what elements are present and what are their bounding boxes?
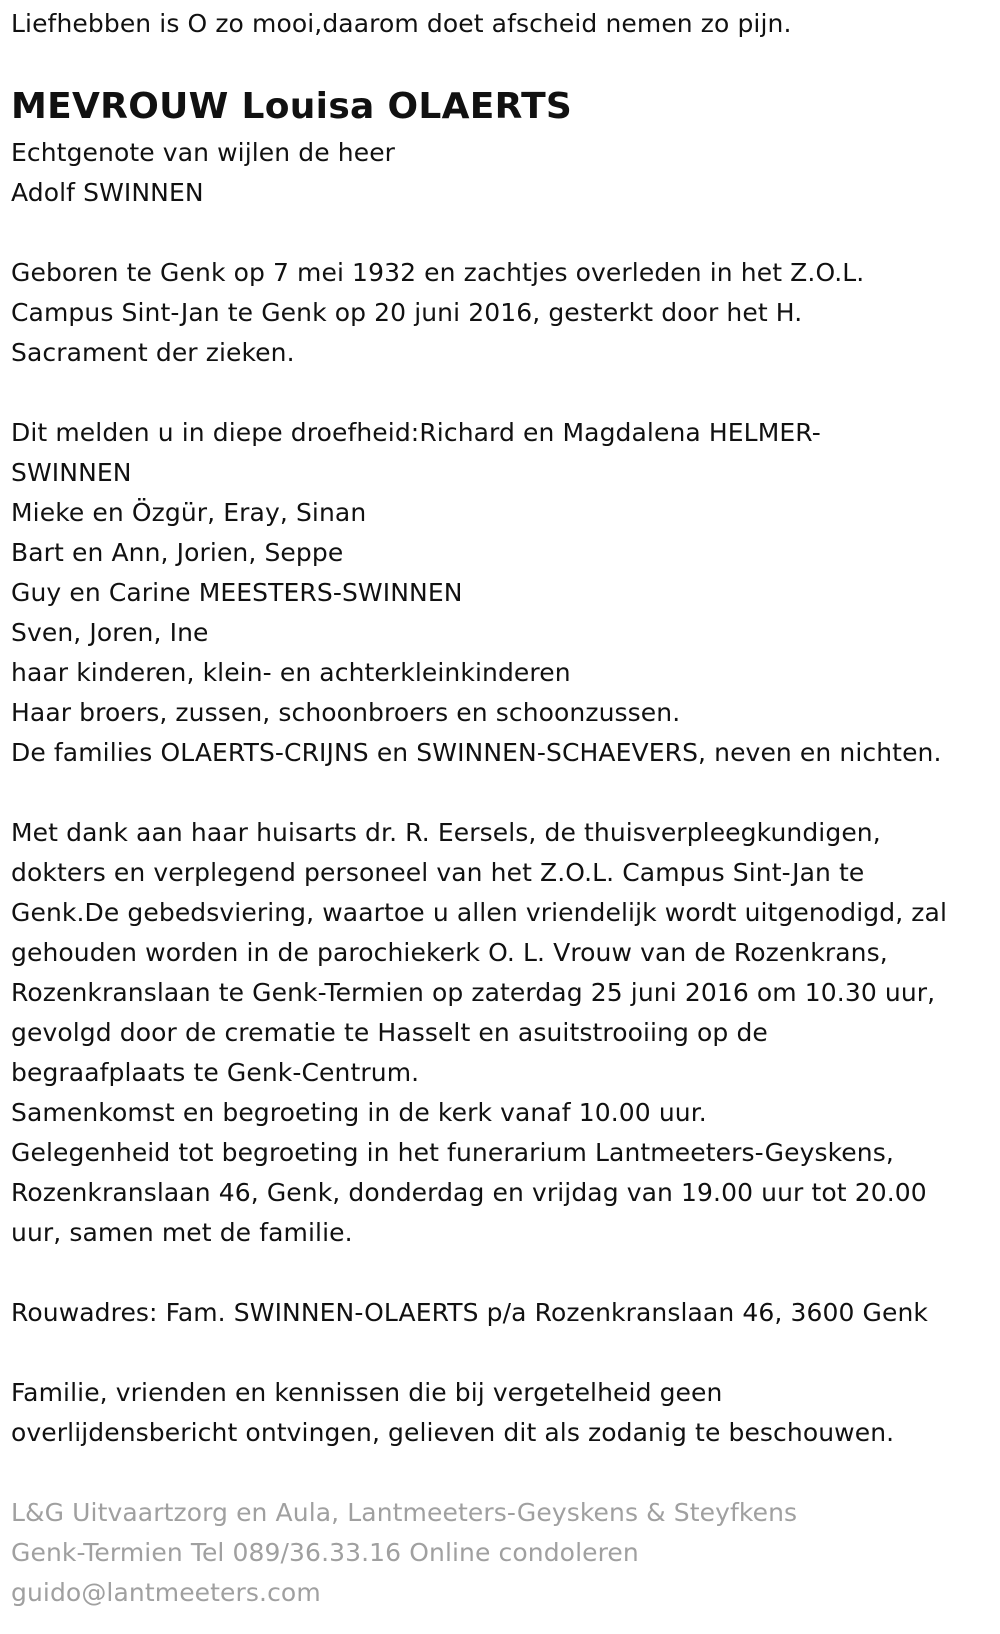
ceremony-line: gehouden worden in de parochiekerk O. L. Vrouw van de Rozenkrans, bbox=[11, 938, 888, 967]
ceremony-line: Gelegenheid tot begroeting in het funerarium Lantmeeters-Geyskens, bbox=[11, 1138, 894, 1167]
notice-section bbox=[11, 1373, 990, 1453]
ceremony-line: Met dank aan haar huisarts dr. R. Eersels, de thuisverpleegkundigen, bbox=[11, 818, 881, 847]
spacer bbox=[11, 1253, 990, 1293]
spacer bbox=[11, 1333, 990, 1373]
mourning-address: Rouwadres: Fam. SWINNEN-OLAERTS p/a Rozenkranslaan 46, 3600 Genk bbox=[11, 1298, 928, 1327]
family-line: Mieke en Özgür, Eray, Sinan bbox=[11, 498, 367, 527]
family-line: Guy en Carine MEESTERS-SWINNEN bbox=[11, 578, 463, 607]
spacer bbox=[11, 213, 990, 253]
spacer bbox=[11, 1453, 990, 1493]
family-line: Haar broers, zussen, schoonbroers en schoonzussen. bbox=[11, 698, 681, 727]
family-section bbox=[11, 413, 990, 773]
funeral-home-footer bbox=[11, 1493, 990, 1613]
footer-line: L&G Uitvaartzorg en Aula, Lantmeeters-Geyskens & Steyfkens bbox=[11, 1498, 798, 1527]
deceased-title: MEVROUW Louisa OLAERTS bbox=[11, 86, 573, 127]
family-line: Sven, Joren, Ine bbox=[11, 618, 209, 647]
ceremony-line: gevolgd door de crematie te Hasselt en asuitstrooiing op de bbox=[11, 1018, 768, 1047]
ceremony-line: uur, samen met de familie. bbox=[11, 1218, 353, 1247]
spouse-name: Adolf SWINNEN bbox=[11, 178, 204, 207]
notice-line: overlijdensbericht ontvingen, gelieven dit als zodanig te beschouwen. bbox=[11, 1418, 895, 1447]
birth-death-section bbox=[11, 253, 990, 373]
family-line: haar kinderen, klein- en achterkleinkinderen bbox=[11, 658, 571, 687]
ceremony-line: Rozenkranslaan te Genk-Termien op zaterdag 25 juni 2016 om 10.30 uur, bbox=[11, 978, 936, 1007]
spacer bbox=[11, 773, 990, 813]
birth-death-line: Sacrament der zieken. bbox=[11, 338, 295, 367]
family-line: SWINNEN bbox=[11, 458, 132, 487]
ceremony-line: Samenkomst en begroeting in de kerk vanaf 10.00 uur. bbox=[11, 1098, 707, 1127]
obituary-page bbox=[0, 4, 1000, 1634]
spouse-line: Echtgenote van wijlen de heer bbox=[11, 138, 396, 167]
family-line: De families OLAERTS-CRIJNS en SWINNEN-SCHAEVERS, neven en nichten. bbox=[11, 738, 942, 767]
ceremony-line: Rozenkranslaan 46, Genk, donderdag en vrijdag van 19.00 uur tot 20.00 bbox=[11, 1178, 927, 1207]
spacer bbox=[11, 373, 990, 413]
birth-death-line: Geboren te Genk op 7 mei 1932 en zachtjes overleden in het Z.O.L. bbox=[11, 258, 865, 287]
family-line: Bart en Ann, Jorien, Seppe bbox=[11, 538, 344, 567]
ceremony-section bbox=[11, 813, 990, 1253]
ceremony-line: begraafplaats te Genk-Centrum. bbox=[11, 1058, 420, 1087]
intro-quote: Liefhebben is O zo mooi,daarom doet afscheid nemen zo pijn. bbox=[11, 9, 792, 38]
footer-line: Genk-Termien Tel 089/36.33.16 Online condoleren bbox=[11, 1538, 639, 1567]
birth-death-line: Campus Sint-Jan te Genk op 20 juni 2016, gesterkt door het H. bbox=[11, 298, 803, 327]
ceremony-line: dokters en verplegend personeel van het Z.O.L. Campus Sint-Jan te bbox=[11, 858, 865, 887]
notice-line: Familie, vrienden en kennissen die bij vergetelheid geen bbox=[11, 1378, 723, 1407]
family-line: Dit melden u in diepe droefheid:Richard en Magdalena HELMER- bbox=[11, 418, 821, 447]
ceremony-line: Genk.De gebedsviering, waartoe u allen vriendelijk wordt uitgenodigd, zal bbox=[11, 898, 947, 927]
footer-email: guido@lantmeeters.com bbox=[11, 1578, 321, 1607]
